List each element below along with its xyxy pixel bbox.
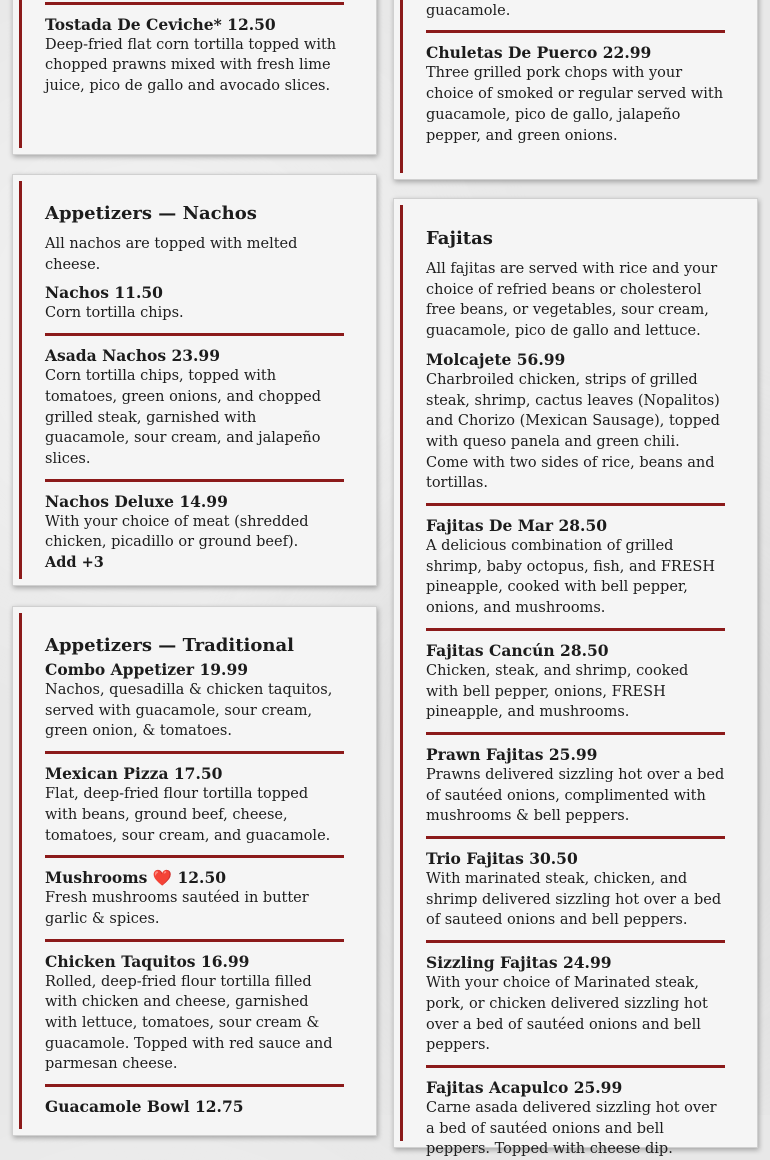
divider (45, 2, 344, 5)
divider (426, 836, 725, 839)
divider (426, 1065, 725, 1068)
menu-item (45, 764, 344, 846)
item-title: Nachos 11.50 (45, 283, 163, 303)
item-desc: Prawns delivered sizzling hot over a bed of sautéed onions, complimented with mushrooms & bell peppers. (426, 766, 725, 825)
section-title: Appetizers — Nachos (45, 203, 257, 224)
section-title: Appetizers — Traditional (45, 635, 294, 656)
item-title: Mushrooms ❤️ 12.50 (45, 868, 227, 888)
menu-item (45, 346, 344, 470)
card-appetizers-nachos (12, 174, 377, 586)
section-intro: All nachos are topped with melted cheese. (45, 236, 298, 273)
item-title: Fajitas Cancún 28.50 (426, 640, 609, 660)
divider (426, 628, 725, 631)
menu-item (45, 868, 344, 929)
item-desc: Flat, deep-fried flour tortilla topped with beans, ground beef, cheese, tomatoes, sour cream, and guacamole. (45, 786, 331, 844)
menu-item (45, 283, 344, 324)
item-desc: Deep-fried flat corn tortilla topped with chopped prawns mixed with fresh lime juice, pico de gallo and avocado slices. (45, 36, 337, 95)
divider (45, 939, 344, 942)
divider (45, 333, 344, 336)
divider (426, 940, 725, 943)
menu-item (45, 1097, 344, 1117)
item-addon: Add +3 (45, 554, 104, 572)
card-top-left (12, 0, 377, 155)
divider (45, 751, 344, 754)
item-desc: Fresh mushrooms sautéed in butter garlic & spices. (45, 890, 309, 927)
item-desc: Rolled, deep-fried flour tortilla filled with chicken and cheese, garnished with lettuce, tomatoes, sour cream & guacamole. Topped with red sauce and parmesan cheese. (45, 973, 333, 1073)
menu-item (45, 660, 344, 742)
item-title: Chicken Taquitos 16.99 (45, 951, 250, 971)
item-desc: Carne asada delivered sizzling hot over a bed of sautéed onions and bell peppers. Topped with cheese dip. (426, 1099, 717, 1158)
divider (45, 1084, 344, 1087)
menu-item (426, 1078, 725, 1160)
item-title: Combo Appetizer 19.99 (45, 660, 249, 679)
menu-item (426, 745, 725, 827)
divider (45, 855, 344, 858)
section-intro: All fajitas are served with rice and your choice of refried beans or cholesterol free beans, or vegetables, sour cream, guacamole, pico de gallo and lettuce. (426, 261, 718, 340)
menu-item (426, 849, 725, 931)
item-title: Guacamole Bowl 12.75 (45, 1097, 244, 1117)
item-desc: Corn tortilla chips. (45, 305, 184, 322)
divider (45, 479, 344, 482)
menu-item (45, 952, 344, 1076)
item-desc: Chicken, steak, and shrimp, cooked with bell pepper, onions, FRESH pineapple, and mushrooms. (426, 662, 689, 721)
item-desc: Charbroiled chicken, strips of grilled steak, shrimp, cactus leaves (Nopalitos) and Chorizo (Mexican Sausage), topped with queso panela and green chili. Come with two sides of rice, beans and tortillas. (426, 371, 720, 492)
item-desc: With marinated steak, chicken, and shrimp delivered sizzling hot over a bed of sauteed onions and bell peppers. (426, 871, 722, 929)
item-title: Trio Fajitas 30.50 (426, 849, 578, 869)
card-top-right (393, 0, 758, 180)
menu-item (45, 492, 344, 574)
item-title: Sizzling Fajitas 24.99 (426, 953, 612, 973)
menu-item (426, 516, 725, 619)
divider (426, 732, 725, 735)
card-appetizers-traditional (12, 606, 377, 1136)
menu-item (426, 641, 725, 723)
menu-item (45, 15, 344, 97)
item-title: Prawn Fajitas 25.99 (426, 744, 598, 764)
item-title: Nachos Deluxe 14.99 (45, 491, 228, 511)
partial-desc-2: guacamole. (426, 2, 511, 19)
divider (426, 503, 725, 506)
menu-item (426, 953, 725, 1056)
item-desc: A delicious combination of grilled shrimp, baby octopus, fish, and FRESH pineapple, cooked with bell pepper, onions, and mushrooms. (426, 538, 715, 617)
partial-desc (45, 0, 344, 2)
item-title: Molcajete 56.99 (426, 349, 566, 369)
section-title: Fajitas (426, 228, 493, 249)
item-desc: Three grilled pork chops with your choice of smoked or regular served with guacamole, pico de gallo, jalapeño pepper, and green onions. (426, 65, 724, 144)
item-desc: Nachos, quesadilla & chicken taquitos, served with guacamole, sour cream, green onion, & tomatoes. (45, 682, 333, 740)
item-desc: With your choice of meat (shredded chicken, picadillo or ground beef). (45, 513, 309, 551)
divider (426, 30, 725, 33)
item-title: Asada Nachos 23.99 (45, 346, 220, 366)
card-fajitas (393, 198, 758, 1158)
item-desc: With your choice of Marinated steak, pork, or chicken delivered sizzling hot over a bed of sautéed onions and bell peppers. (426, 975, 708, 1054)
item-title: Fajitas De Mar 28.50 (426, 516, 608, 536)
menu-item (426, 43, 725, 146)
item-desc: Corn tortilla chips, topped with tomatoes, green onions, and chopped grilled steak, garnished with guacamole, sour cream, and jalapeño slices. (45, 368, 321, 467)
item-title: Chuletas De Puerco 22.99 (426, 43, 652, 63)
item-title: Tostada De Ceviche* 12.50 (45, 14, 276, 34)
item-title: Mexican Pizza 17.50 (45, 764, 223, 784)
menu-item (426, 350, 725, 494)
item-title: Fajitas Acapulco 25.99 (426, 1077, 623, 1097)
